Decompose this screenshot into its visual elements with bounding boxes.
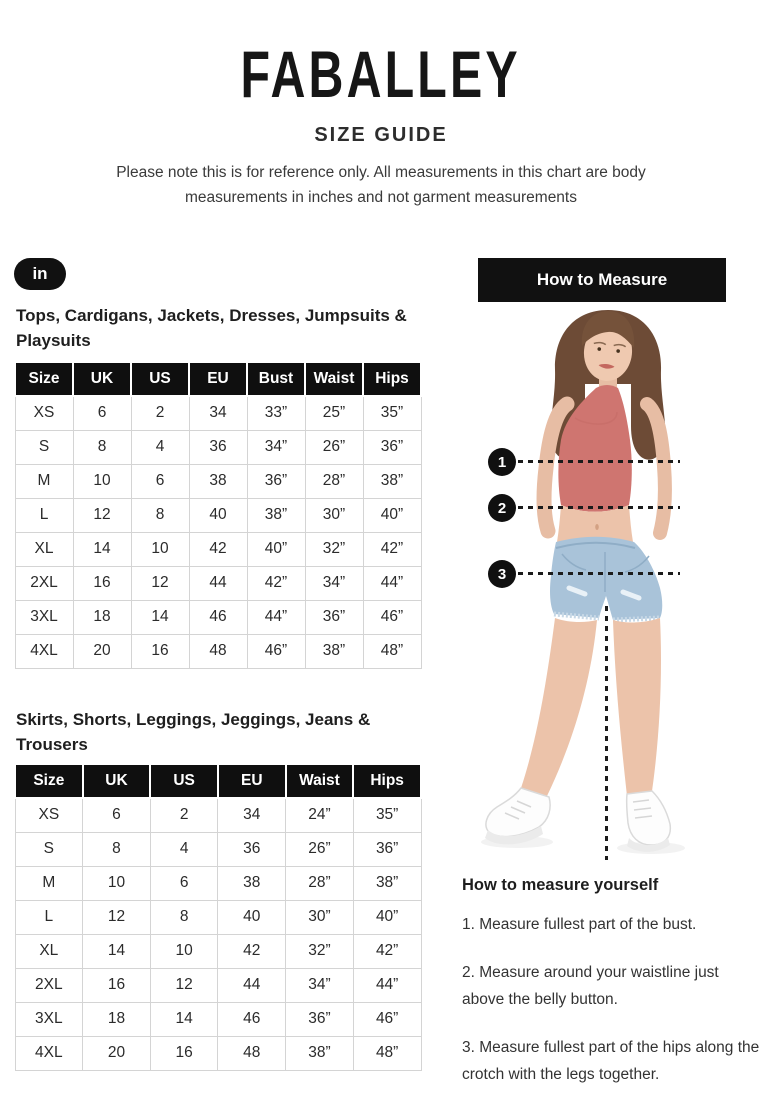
size-cell: 46” xyxy=(353,1002,421,1036)
size-cell: 14 xyxy=(131,600,189,634)
table-row xyxy=(15,396,421,430)
size-cell: 25” xyxy=(305,396,363,430)
size-cell: 36” xyxy=(247,464,305,498)
size-cell: XS xyxy=(15,798,83,832)
size-cell: 12 xyxy=(150,968,218,1002)
size-cell: 38” xyxy=(286,1036,354,1070)
table-row xyxy=(15,1002,421,1036)
size-cell: 48” xyxy=(353,1036,421,1070)
size-cell: 10 xyxy=(73,464,131,498)
size-cell: 42 xyxy=(189,532,247,566)
brand-logo xyxy=(0,40,762,111)
size-cell: 38” xyxy=(247,498,305,532)
size-cell: 35” xyxy=(363,396,421,430)
table-row xyxy=(15,464,421,498)
size-cell: S xyxy=(15,430,73,464)
measuring-instructions xyxy=(462,876,760,1100)
size-cell: 8 xyxy=(83,832,151,866)
size-cell: 3XL xyxy=(15,600,73,634)
size-cell: 14 xyxy=(73,532,131,566)
size-cell: 38” xyxy=(353,866,421,900)
instructions-title: How to measure yourself xyxy=(462,876,659,894)
size-cell: 34” xyxy=(247,430,305,464)
size-cell: 28” xyxy=(305,464,363,498)
size-cell: 8 xyxy=(150,900,218,934)
size-cell: 30” xyxy=(286,900,354,934)
size-cell: 4 xyxy=(131,430,189,464)
column-header: UK xyxy=(83,764,151,798)
size-cell: 26” xyxy=(305,430,363,464)
bust-dotted-line xyxy=(518,460,680,463)
size-cell: 8 xyxy=(73,430,131,464)
size-cell: XS xyxy=(15,396,73,430)
size-cell: 2XL xyxy=(15,566,73,600)
size-cell: M xyxy=(15,464,73,498)
size-cell: 48 xyxy=(218,1036,286,1070)
measurement-figure xyxy=(455,300,762,875)
column-header: US xyxy=(150,764,218,798)
size-cell: 34” xyxy=(305,566,363,600)
waist-marker: 2 xyxy=(488,494,516,522)
size-cell: 16 xyxy=(83,968,151,1002)
column-header: Bust xyxy=(247,362,305,396)
size-cell: 4XL xyxy=(15,634,73,668)
size-cell: 36” xyxy=(353,832,421,866)
table-row xyxy=(15,634,421,668)
bottoms-table-title: Skirts, Shorts, Leggings, Jeggings, Jeans & Trousers xyxy=(16,710,371,754)
table-row xyxy=(15,430,421,464)
size-cell: 4XL xyxy=(15,1036,83,1070)
hips-dotted-line xyxy=(518,572,680,575)
size-cell: 48 xyxy=(189,634,247,668)
size-cell: 46” xyxy=(247,634,305,668)
size-cell: 38 xyxy=(189,464,247,498)
table-row xyxy=(15,532,421,566)
brand-logo-text: FABALLEY xyxy=(240,38,522,113)
size-cell: 26” xyxy=(286,832,354,866)
column-header: Size xyxy=(15,362,73,396)
size-cell: 10 xyxy=(83,866,151,900)
size-cell: 28” xyxy=(286,866,354,900)
size-cell: 42” xyxy=(363,532,421,566)
size-cell: 4 xyxy=(150,832,218,866)
column-header: US xyxy=(131,362,189,396)
size-cell: 42” xyxy=(353,934,421,968)
size-cell: 46 xyxy=(189,600,247,634)
size-cell: 6 xyxy=(131,464,189,498)
size-cell: 40” xyxy=(353,900,421,934)
size-cell: 30” xyxy=(305,498,363,532)
size-cell: 36” xyxy=(305,600,363,634)
table-row xyxy=(15,798,421,832)
size-cell: 8 xyxy=(131,498,189,532)
size-cell: 32” xyxy=(305,532,363,566)
size-cell: 46” xyxy=(363,600,421,634)
table-row xyxy=(15,934,421,968)
size-cell: 44” xyxy=(353,968,421,1002)
instruction-item-bust: 1. Measure fullest part of the bust. xyxy=(462,916,697,933)
disclaimer-text: Please note this is for reference only. All measurements in this chart are body measurements in inches and not garment measurements xyxy=(116,164,646,206)
size-cell: 16 xyxy=(73,566,131,600)
size-cell: 36 xyxy=(218,832,286,866)
table-row xyxy=(15,1036,421,1070)
instruction-item-hips: 3. Measure fullest part of the hips along the crotch with the legs together. xyxy=(462,1039,760,1083)
size-cell: 38 xyxy=(218,866,286,900)
size-cell: 46 xyxy=(218,1002,286,1036)
table-row xyxy=(15,900,421,934)
size-cell: 48” xyxy=(363,634,421,668)
inseam-dotted-line xyxy=(605,606,608,860)
bust-marker: 1 xyxy=(488,448,516,476)
column-header: Hips xyxy=(363,362,421,396)
column-header: EU xyxy=(189,362,247,396)
size-cell: 36” xyxy=(286,1002,354,1036)
how-to-measure-header: How to Measure xyxy=(478,258,726,302)
table-row xyxy=(15,968,421,1002)
size-cell: 34” xyxy=(286,968,354,1002)
table-header-row xyxy=(15,764,421,798)
size-cell: 2 xyxy=(150,798,218,832)
size-cell: 20 xyxy=(73,634,131,668)
size-cell: 34 xyxy=(189,396,247,430)
size-cell: 12 xyxy=(83,900,151,934)
size-cell: XL xyxy=(15,934,83,968)
size-cell: M xyxy=(15,866,83,900)
size-cell: 12 xyxy=(73,498,131,532)
size-cell: L xyxy=(15,900,83,934)
size-cell: 12 xyxy=(131,566,189,600)
table-row xyxy=(15,498,421,532)
size-cell: 2XL xyxy=(15,968,83,1002)
size-cell: 2 xyxy=(131,396,189,430)
instruction-item-waist: 2. Measure around your waistline just above the belly button. xyxy=(462,964,719,1008)
size-cell: 42 xyxy=(218,934,286,968)
size-cell: 18 xyxy=(73,600,131,634)
size-cell: 14 xyxy=(150,1002,218,1036)
column-header: EU xyxy=(218,764,286,798)
size-cell: 10 xyxy=(131,532,189,566)
column-header: Waist xyxy=(305,362,363,396)
table-row xyxy=(15,600,421,634)
size-cell: 16 xyxy=(131,634,189,668)
size-cell: S xyxy=(15,832,83,866)
table-row xyxy=(15,566,421,600)
tops-size-table xyxy=(14,361,422,669)
size-cell: 35” xyxy=(353,798,421,832)
table-row xyxy=(15,832,421,866)
size-cell: 42” xyxy=(247,566,305,600)
size-cell: 18 xyxy=(83,1002,151,1036)
column-header: Size xyxy=(15,764,83,798)
size-cell: 16 xyxy=(150,1036,218,1070)
page-title: SIZE GUIDE xyxy=(314,124,448,146)
size-cell: 14 xyxy=(83,934,151,968)
size-cell: 44” xyxy=(247,600,305,634)
size-cell: 34 xyxy=(218,798,286,832)
column-header: Waist xyxy=(286,764,354,798)
unit-toggle-badge[interactable]: in xyxy=(14,258,66,290)
size-cell: 20 xyxy=(83,1036,151,1070)
size-cell: 6 xyxy=(150,866,218,900)
bottoms-size-table xyxy=(14,763,422,1071)
size-cell: 44” xyxy=(363,566,421,600)
size-cell: 44 xyxy=(218,968,286,1002)
table-header-row xyxy=(15,362,421,396)
size-cell: 3XL xyxy=(15,1002,83,1036)
size-cell: 36” xyxy=(363,430,421,464)
size-cell: 24” xyxy=(286,798,354,832)
size-cell: 10 xyxy=(150,934,218,968)
hips-marker: 3 xyxy=(488,560,516,588)
size-cell: 6 xyxy=(83,798,151,832)
size-cell: 38” xyxy=(305,634,363,668)
table-row xyxy=(15,866,421,900)
waist-dotted-line xyxy=(518,506,680,509)
size-cell: 40 xyxy=(218,900,286,934)
column-header: Hips xyxy=(353,764,421,798)
size-cell: 38” xyxy=(363,464,421,498)
size-cell: 6 xyxy=(73,396,131,430)
size-cell: XL xyxy=(15,532,73,566)
size-cell: 36 xyxy=(189,430,247,464)
size-cell: 32” xyxy=(286,934,354,968)
size-cell: 40” xyxy=(247,532,305,566)
size-cell: L xyxy=(15,498,73,532)
size-cell: 40 xyxy=(189,498,247,532)
size-cell: 44 xyxy=(189,566,247,600)
tops-table-title: Tops, Cardigans, Jackets, Dresses, Jumpsuits & Playsuits xyxy=(16,306,407,350)
column-header: UK xyxy=(73,362,131,396)
size-cell: 40” xyxy=(363,498,421,532)
size-cell: 33” xyxy=(247,396,305,430)
